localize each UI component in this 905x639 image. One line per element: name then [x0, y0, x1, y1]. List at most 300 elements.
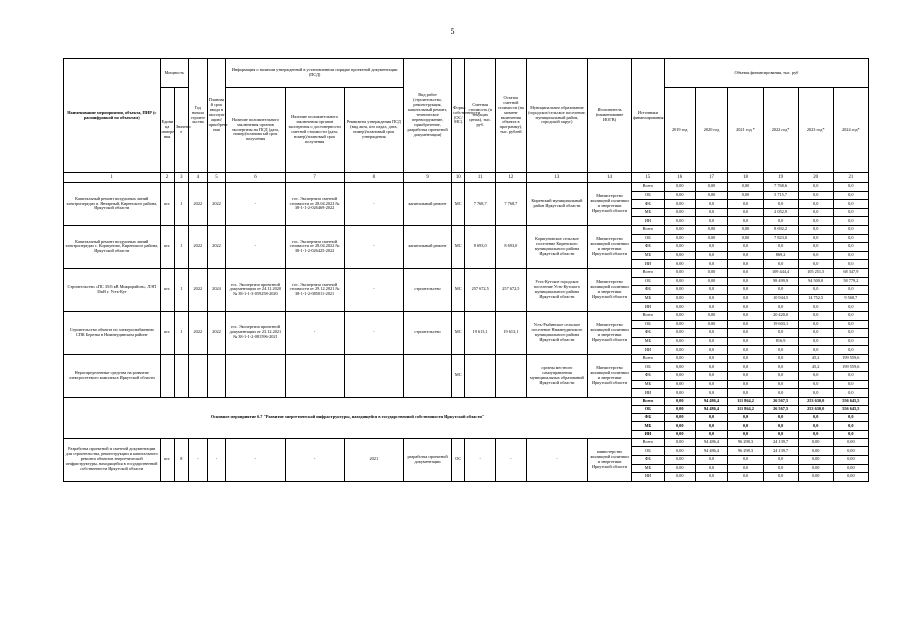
funding-value: 0,00: [833, 464, 868, 473]
funding-value: 0,00: [833, 473, 868, 482]
section-value: 0,0: [695, 422, 728, 430]
column-number: 6: [226, 173, 285, 183]
funding-value: 0,0: [728, 380, 763, 389]
funding-value: 0,00: [728, 225, 763, 234]
object-name: Разработка проектной и сметной документации для строительства, реконструкции и капитального ремонта объектов энергетической инфраструктуры, находящейся в государственной собственности Иркутской области: [64, 438, 161, 481]
object-start-year: 2022: [189, 311, 208, 354]
object-cost-expertise: гос. Экспертиза сметной стоимости от 28.04.2022 № 38-1-1-2-026425-2022: [285, 225, 344, 268]
funding-value: 0,0: [728, 260, 763, 269]
funding-value: 0,0: [798, 234, 833, 243]
header-year-2021: 2021 год *: [728, 88, 763, 173]
object-remaining: 257 672,5: [496, 268, 527, 311]
object-cost: 8 693,0: [465, 225, 496, 268]
object-executor: Министерство жилищной политики и энергетики Иркутской области: [588, 183, 632, 226]
funding-value: 98 499,9: [763, 277, 798, 286]
header-sources: Источники финансирования: [631, 59, 664, 173]
source-label: ИИ: [631, 389, 664, 398]
funding-value: 0,00: [695, 311, 728, 320]
object-unit: шт.: [160, 438, 174, 481]
section-value: 556 645,5: [833, 406, 868, 414]
object-cost: 257 672,5: [465, 268, 496, 311]
object-plan-year: 2022: [207, 225, 226, 268]
object-cost: -: [465, 438, 496, 481]
object-name: Нераспределенные средства на развитие электросетевого комплекса Иркутской области: [64, 354, 161, 397]
funding-value: 0,0: [695, 346, 728, 355]
header-row-1: [64, 59, 869, 88]
funding-value: 0,00: [664, 320, 695, 329]
funding-value: 0,0: [798, 260, 833, 269]
section-value: 0,0: [763, 422, 798, 430]
source-label: МБ: [631, 208, 664, 217]
source-label: ОБ: [631, 277, 664, 286]
funding-value: 0,0: [763, 200, 798, 209]
object-start-year: 2022: [189, 183, 208, 226]
funding-value: 0,00: [664, 380, 695, 389]
object-approval: -: [344, 225, 403, 268]
funding-value: 68 347,9: [833, 268, 868, 277]
object-expertise: гос. Экспертиза проектной документации от 23.12.2021 № 38-1-1-2-081596-2021: [226, 311, 285, 354]
section-value: 94 486,4: [695, 406, 728, 414]
funding-value: 0,0: [695, 208, 728, 217]
source-label: ФБ: [631, 286, 664, 295]
header-start-year: Год начала строите льства: [189, 59, 208, 173]
funding-value: 20 420,0: [763, 311, 798, 320]
header-capacity: Мощность: [160, 59, 189, 88]
source-label: ИИ: [631, 430, 664, 438]
source-label: ИИ: [631, 346, 664, 355]
source-label: ОБ: [631, 234, 664, 243]
funding-value: 0,0: [728, 329, 763, 338]
section-value: 0,0: [763, 414, 798, 422]
object-value: 1: [174, 268, 188, 311]
funding-value: 0,0: [728, 277, 763, 286]
funding-value: 0,0: [833, 225, 868, 234]
funding-value: 0,0: [798, 208, 833, 217]
table-row: [64, 438, 869, 447]
section-value: 0,0: [833, 422, 868, 430]
object-plan-year: -: [207, 438, 226, 481]
header-year-2023: 2023 год*: [798, 88, 833, 173]
funding-value: 0,00: [664, 346, 695, 355]
section-value: 111 864,2: [728, 406, 763, 414]
funding-value: 0,00: [695, 234, 728, 243]
object-cost-expertise: гос. Экспертиза сметной стоимости от 29.12.2021 № 38-1-1-2-085011-2021: [285, 268, 344, 311]
funding-value: 0,00: [664, 200, 695, 209]
funding-value: 0,0: [695, 389, 728, 398]
source-label: МБ: [631, 380, 664, 389]
funding-value: 0,0: [695, 303, 728, 312]
funding-value: 0,00: [664, 354, 695, 363]
source-label: ОБ: [631, 406, 664, 414]
funding-value: 94 500,0: [798, 277, 833, 286]
funding-value: 0,0: [695, 286, 728, 295]
funding-value: 0,0: [728, 363, 763, 372]
column-number: 14: [588, 173, 632, 183]
funding-value: 0,00: [664, 447, 695, 456]
funding-value: 0,0: [763, 455, 798, 464]
object-remaining: 19 613,1: [496, 311, 527, 354]
object-ownership: МС: [452, 225, 465, 268]
funding-value: 0,0: [728, 268, 763, 277]
table-row: [64, 225, 869, 234]
object-municipality: -: [526, 438, 587, 481]
object-municipality: Киренский муниципальный район Иркутской области: [526, 183, 587, 226]
funding-value: 0,00: [664, 372, 695, 381]
section-value: 253 630,0: [798, 397, 833, 405]
funding-value: 0,0: [798, 243, 833, 252]
funding-value: 0,0: [833, 200, 868, 209]
object-unit: шт.: [160, 225, 174, 268]
funding-value: 0,00: [798, 447, 833, 456]
funding-value: 19 603,1: [763, 320, 798, 329]
column-number: 4: [189, 173, 208, 183]
funding-value: 0,0: [833, 286, 868, 295]
object-ownership: МС: [452, 311, 465, 354]
object-unit: шт.: [160, 183, 174, 226]
object-expertise: -: [226, 225, 285, 268]
funding-value: 0,00: [728, 183, 763, 192]
funding-value: 109 444,4: [763, 268, 798, 277]
funding-value: 9 568,7: [833, 294, 868, 303]
funding-value: 0,0: [695, 251, 728, 260]
section-value: 0,0: [833, 414, 868, 422]
object-start-year: 2022: [189, 225, 208, 268]
section-value: 0,0: [798, 414, 833, 422]
object-plan-year: [207, 354, 226, 397]
funding-value: 0,0: [728, 320, 763, 329]
object-approval: -: [344, 183, 403, 226]
object-value: 8: [174, 438, 188, 481]
funding-value: 0,0: [763, 303, 798, 312]
funding-value: 0,0: [695, 354, 728, 363]
object-start-year: -: [189, 438, 208, 481]
object-municipality: Коршуновское сельское поселение Киренского муниципального района Иркутской области: [526, 225, 587, 268]
column-number: 13: [526, 173, 587, 183]
object-cost-expertise: гос. Экспертиза сметной стоимости от 28.04.2022 № 38-1-1-2-026469-2022: [285, 183, 344, 226]
column-number: 3: [174, 173, 188, 183]
header-planned-year: Планова й срок ввода в эксплуат ацию/приобрете ния: [207, 59, 226, 173]
source-label: МБ: [631, 251, 664, 260]
object-start-year: [189, 354, 208, 397]
object-approval: 2021: [344, 438, 403, 481]
section-value: 111 864,2: [728, 397, 763, 405]
funding-value: 0,0: [728, 473, 763, 482]
funding-value: 0,0: [728, 286, 763, 295]
funding-value: 0,0: [798, 217, 833, 226]
funding-value: 0,00: [695, 268, 728, 277]
source-label: ИИ: [631, 260, 664, 269]
section-value: 94 486,4: [695, 397, 728, 405]
funding-value: 0,00: [833, 455, 868, 464]
funding-value: 0,00: [695, 320, 728, 329]
object-work-type: разработка проектной документации: [403, 438, 451, 481]
header-year-2022: 2022 год*: [763, 88, 798, 173]
funding-value: 0,00: [833, 447, 868, 456]
funding-value: 0,00: [833, 438, 868, 447]
funding-value: 0,0: [695, 473, 728, 482]
section-value: 0,0: [695, 430, 728, 438]
funding-value: 0,0: [728, 251, 763, 260]
column-number: 19: [763, 173, 798, 183]
table-row: [64, 183, 869, 192]
source-label: ФБ: [631, 372, 664, 381]
funding-value: 96 298,3: [728, 447, 763, 456]
header-remaining: Остаток сметной стоимости (на момент включения объекта в программу), тыс. рублей: [496, 59, 527, 173]
funding-value: 0,0: [695, 372, 728, 381]
column-number: 20: [798, 173, 833, 183]
source-label: ФБ: [631, 329, 664, 338]
section-value: 0,00: [664, 397, 695, 405]
column-number: 15: [631, 173, 664, 183]
funding-value: 0,00: [664, 191, 695, 200]
funding-value: 0,0: [728, 346, 763, 355]
source-label: Всего: [631, 397, 664, 405]
funding-value: 5 715,7: [763, 191, 798, 200]
header-funding: Объемы финансирования, тыс. руб: [664, 59, 868, 88]
object-expertise: [226, 354, 285, 397]
object-work-type: строительство: [403, 311, 451, 354]
funding-value: 0,00: [664, 294, 695, 303]
funding-value: 0,0: [728, 294, 763, 303]
funding-value: 0,00: [664, 311, 695, 320]
object-remaining: [496, 354, 527, 397]
funding-value: 0,00: [728, 234, 763, 243]
source-label: ИИ: [631, 303, 664, 312]
funding-value: 0,0: [695, 294, 728, 303]
funding-value: 0,0: [728, 311, 763, 320]
funding-value: 0,00: [664, 183, 695, 192]
funding-value: 0,0: [833, 329, 868, 338]
section-value: 0,00: [664, 414, 695, 422]
funding-value: 0,00: [664, 208, 695, 217]
object-start-year: 2022: [189, 268, 208, 311]
funding-value: 0,0: [728, 303, 763, 312]
object-value: 1: [174, 225, 188, 268]
source-label: ОБ: [631, 191, 664, 200]
source-label: ОБ: [631, 363, 664, 372]
object-unit: шт.: [160, 311, 174, 354]
funding-value: 0,0: [763, 329, 798, 338]
column-number: 1: [64, 173, 161, 183]
column-number: 18: [728, 173, 763, 183]
funding-value: 0,0: [798, 380, 833, 389]
funding-value: 0,00: [664, 277, 695, 286]
funding-value: 0,00: [695, 277, 728, 286]
column-number: 2: [160, 173, 174, 183]
funding-value: 24 139,7: [763, 438, 798, 447]
funding-value: 0,0: [695, 200, 728, 209]
object-name: Строительство «ПС 35/6 кВ Микрорайон», ЛЭП 35кВ г. Усть-Кут: [64, 268, 161, 311]
funding-value: 0,0: [798, 337, 833, 346]
funding-value: 105 251,5: [798, 268, 833, 277]
source-label: Всего: [631, 438, 664, 447]
section-value: 0,0: [728, 422, 763, 430]
object-work-type: капитальный ремонт: [403, 225, 451, 268]
object-name: Капитальный ремонт воздушных линий электропередач п. Янтарный, Киренского района, Иркутской области: [64, 183, 161, 226]
funding-value: 0,0: [763, 473, 798, 482]
funding-value: 7 768,6: [763, 183, 798, 192]
object-expertise: -: [226, 438, 285, 481]
source-label: МБ: [631, 464, 664, 473]
funding-value: 0,0: [833, 183, 868, 192]
funding-value: 0,0: [728, 208, 763, 217]
funding-value: 0,0: [833, 346, 868, 355]
section-value: 0,0: [833, 430, 868, 438]
funding-value: 0,0: [763, 363, 798, 372]
header-work-type: Вид работ (строительство, реконструкция, капитальный ремонт, техническое перевооружение, приобретение, разработка проектной документации): [403, 59, 451, 173]
object-cost-expertise: -: [285, 311, 344, 354]
funding-value: 0,0: [833, 303, 868, 312]
column-number: 7: [285, 173, 344, 183]
funding-value: 0,00: [695, 225, 728, 234]
funding-value: 0,0: [763, 389, 798, 398]
source-label: ФБ: [631, 200, 664, 209]
source-label: МБ: [631, 294, 664, 303]
funding-value: 0,00: [798, 455, 833, 464]
funding-value: 0,0: [833, 217, 868, 226]
funding-value: 0,0: [798, 251, 833, 260]
object-plan-year: 2022: [207, 311, 226, 354]
section-value: 253 630,0: [798, 406, 833, 414]
object-expertise: гос. Экспертиза проектной документации от 24.11.2020 № 38-1-1-3-059258-2020: [226, 268, 285, 311]
funding-value: 0,0: [798, 311, 833, 320]
table-row: [64, 354, 869, 363]
source-label: ИИ: [631, 217, 664, 226]
funding-value: 45,2: [798, 354, 833, 363]
object-executor: Министерство жилищной политики и энергетики Иркутской области: [588, 354, 632, 397]
funding-value: 0,00: [664, 464, 695, 473]
source-label: ОБ: [631, 447, 664, 456]
section-value: 0,0: [798, 430, 833, 438]
funding-value: 0,00: [664, 455, 695, 464]
header-executor: Исполнитель (наименование ИОГВ): [588, 59, 632, 173]
header-year-2020: 2020 год: [695, 88, 728, 173]
funding-value: 0,0: [798, 286, 833, 295]
object-remaining: 7 768,7: [496, 183, 527, 226]
funding-value: 0,0: [763, 464, 798, 473]
funding-value: 0,00: [664, 329, 695, 338]
header-name: Наименование мероприятия, объекта, ПИР (с расшифровкой по объектам): [64, 59, 161, 173]
funding-value: 0,0: [833, 191, 868, 200]
funding-value: 0,0: [833, 337, 868, 346]
source-label: Всего: [631, 354, 664, 363]
funding-value: 24 139,7: [763, 447, 798, 456]
investment-program-table: [63, 58, 869, 482]
table-row: [64, 311, 869, 320]
funding-value: 0,0: [833, 234, 868, 243]
object-ownership: МС: [452, 268, 465, 311]
funding-value: 94 486,4: [695, 438, 728, 447]
object-name: Капитальный ремонт воздушных линий электропередач с. Коршуново, Киренского района, Иркутской области: [64, 225, 161, 268]
funding-value: 0,00: [695, 191, 728, 200]
object-cost: 19 613,1: [465, 311, 496, 354]
object-executor: министерство жилищной политики и энергетики Иркутской области: [588, 438, 632, 481]
object-executor: Министерство жилищной политики и энергетики Иркутской области: [588, 225, 632, 268]
funding-value: 0,0: [763, 243, 798, 252]
funding-value: 0,0: [833, 260, 868, 269]
table-row: [64, 268, 869, 277]
funding-value: 0,0: [798, 329, 833, 338]
funding-value: 0,0: [833, 372, 868, 381]
section-value: 0,0: [728, 430, 763, 438]
column-number: 10: [452, 173, 465, 183]
funding-value: 0,0: [728, 372, 763, 381]
source-label: ФБ: [631, 414, 664, 422]
funding-value: 816,9: [763, 337, 798, 346]
funding-value: 0,00: [798, 464, 833, 473]
column-number: 8: [344, 173, 403, 183]
funding-value: 0,00: [664, 473, 695, 482]
funding-value: 0,0: [798, 200, 833, 209]
section-value: 26 567,5: [763, 406, 798, 414]
object-cost-expertise: -: [285, 438, 344, 481]
header-cost-expertise: Наличие положительного заключения органов экспертизы о достоверности сметной стоимости (дата, номер)/плановый срок получения: [285, 88, 344, 173]
object-cost-expertise: [285, 354, 344, 397]
object-work-type: [403, 354, 451, 397]
header-psd-info: Информация о наличии утвержденной в установленном порядке проектной документации (ПСД): [226, 59, 404, 88]
source-label: ФБ: [631, 243, 664, 252]
section-value: 0,0: [728, 414, 763, 422]
object-approval: [344, 354, 403, 397]
object-municipality: Усть-Рыбинское сельское поселение Нижнеудинского муниципального района Иркутской области: [526, 311, 587, 354]
header-value: Значени е: [174, 88, 188, 173]
object-executor: Министерство жилищной политики и энергетики Иркутской области: [588, 268, 632, 311]
funding-value: 0,0: [763, 260, 798, 269]
funding-value: 0,00: [664, 234, 695, 243]
section-value: 556 645,5: [833, 397, 868, 405]
funding-value: 0,00: [695, 183, 728, 192]
source-label: Всего: [631, 225, 664, 234]
header-year-2019: 2019 год: [664, 88, 695, 173]
header-cost: Сметная стоимость (в текущих ценах), тыс. руб.: [465, 59, 496, 173]
object-approval: -: [344, 268, 403, 311]
funding-value: 0,00: [664, 286, 695, 295]
funding-value: 0,00: [664, 337, 695, 346]
funding-value: 0,0: [728, 354, 763, 363]
section-value: 0,0: [695, 414, 728, 422]
funding-value: 0,0: [695, 217, 728, 226]
header-approval: Реквизиты утверждения ПСД (вид акта, кто издал, дата, номер)/плановый срок утверждения: [344, 88, 403, 173]
funding-value: 94 486,4: [695, 447, 728, 456]
funding-value: 0,0: [763, 286, 798, 295]
section-value: 0,0: [763, 430, 798, 438]
funding-value: 0,0: [798, 346, 833, 355]
object-name: Строительство объекта по электроснабжению СПК Березка в Нижнеудинском районе: [64, 311, 161, 354]
source-label: Всего: [631, 268, 664, 277]
source-label: ОБ: [631, 320, 664, 329]
header-expertise: Наличие положительного заключения органов экспертизы на ПСД (дата, номер)/планова ый срок получения: [226, 88, 285, 173]
column-number: 11: [465, 173, 496, 183]
funding-value: 14 752,5: [798, 294, 833, 303]
object-plan-year: 2022: [207, 183, 226, 226]
section-value: 26 567,5: [763, 397, 798, 405]
funding-value: 0,0: [763, 346, 798, 355]
object-remaining: 8 693,0: [496, 225, 527, 268]
object-unit: [160, 354, 174, 397]
funding-value: 10 944,5: [763, 294, 798, 303]
funding-value: 0,0: [833, 320, 868, 329]
funding-value: 0,0: [728, 455, 763, 464]
funding-value: 0,0: [695, 329, 728, 338]
object-ownership: МС: [452, 183, 465, 226]
funding-value: 0,0: [728, 200, 763, 209]
source-label: МБ: [631, 337, 664, 346]
funding-value: 2 052,9: [763, 208, 798, 217]
column-number: 9: [403, 173, 451, 183]
funding-value: 0,0: [833, 389, 868, 398]
header-year-2024: 2024 год*: [833, 88, 868, 173]
funding-value: 0,0: [728, 389, 763, 398]
